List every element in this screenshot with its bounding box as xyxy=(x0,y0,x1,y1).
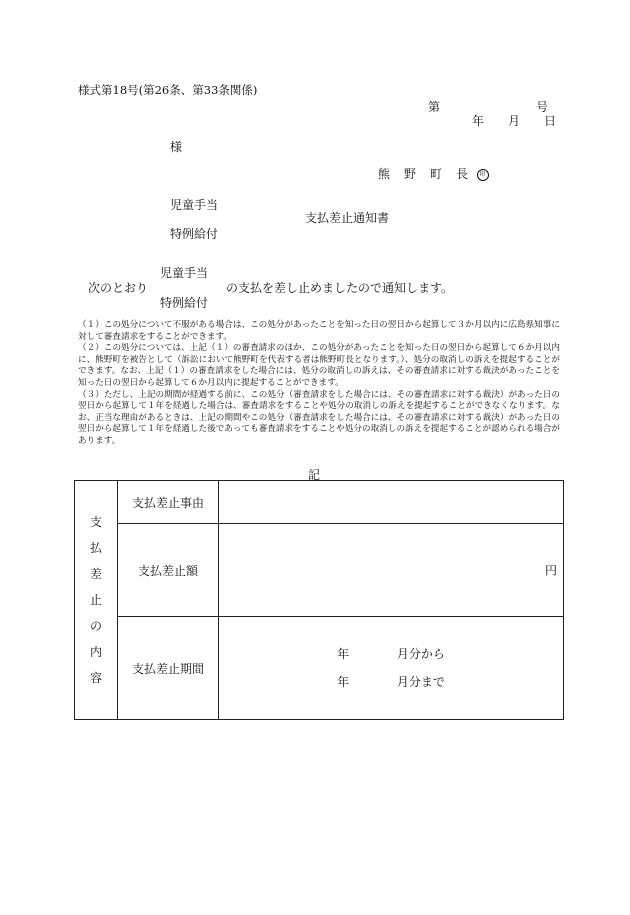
period-to xyxy=(219,668,563,696)
suspension-details-table xyxy=(74,480,564,720)
ki-heading: 記 xyxy=(308,468,321,482)
period-to-month: 月分まで xyxy=(396,675,445,689)
issuer-name: 熊 野 町 長 xyxy=(378,167,470,181)
yen-unit: 円 xyxy=(544,563,557,578)
body-prefix: 次のとおり xyxy=(88,281,149,295)
reason-label: 支払差止事由 xyxy=(118,481,219,524)
title-line-3: 特例給付 xyxy=(170,227,219,241)
period-to-year: 年 xyxy=(337,675,350,689)
title-line-1: 児童手当 xyxy=(170,198,219,212)
body-suffix: の支払を差し止めましたので通知します。 xyxy=(226,281,454,295)
period-label: 支払差止期間 xyxy=(118,617,219,720)
document-date: 年 月 日 xyxy=(472,114,557,128)
period-from-year: 年 xyxy=(337,647,350,661)
issuer-line xyxy=(378,165,489,182)
note-3: （３）ただし、上記の期間が経過する前に、この処分（審査請求をした場合には、その審査請求に対する裁決）があった日の翌日から起算して１年を経過した場合は、審査請求をすることや処分の取消しの訴えを提起することができなくなります。なお、正当な理由があるときは、上記の期間やこの処分（審査請求をした場合には、その審査請求に対する裁決）があった日の翌日から起算して１年を経過した後であっても審査請求をすることや処分の取消しの訴えを提起することが認められる場合があります。 xyxy=(78,389,560,446)
side-char: 内 xyxy=(89,645,102,659)
note-1: （１）この処分について不服がある場合は、この処分があったことを知った日の翌日から起算して３か月以内に広島県知事に対して審査請求をすることができます。 xyxy=(78,320,560,342)
appeal-notes xyxy=(78,320,560,448)
reason-value[interactable] xyxy=(219,481,564,524)
side-heading xyxy=(75,481,118,720)
form-number: 様式第18号(第26条、第33条関係) xyxy=(78,83,258,97)
side-char: 払 xyxy=(89,541,102,555)
side-char: の xyxy=(89,619,102,633)
amount-value[interactable] xyxy=(219,524,564,617)
document-number: 第 号 xyxy=(428,100,549,114)
seal-mark: 印 xyxy=(477,169,489,181)
period-value[interactable] xyxy=(219,617,564,720)
side-char: 容 xyxy=(89,671,102,685)
body-option-top: 児童手当 xyxy=(160,266,209,280)
body-option-bottom: 特例給付 xyxy=(160,296,209,310)
side-char: 支 xyxy=(89,515,102,529)
period-from xyxy=(219,640,563,668)
amount-label: 支払差止額 xyxy=(118,524,219,617)
document-title: 支払差止通知書 xyxy=(305,211,390,225)
side-char: 差 xyxy=(89,567,102,581)
addressee-honorific: 様 xyxy=(170,140,183,154)
note-2: （２）この処分については、上記（１）の審査請求のほか、この処分があったことを知った日の翌日から起算して６か月以内に、熊野町を被告として（訴訟において熊野町を代表する者は熊野町長となります。）、処分の取消しの訴えを提起することができます。なお、上記（１）の審査請求をした場合には、処分の取消しの訴えは、その審査請求に対する裁決があったことを知った日の翌日から起算して６か月以内に提起することができます。 xyxy=(78,343,560,388)
side-char: 止 xyxy=(89,593,102,607)
period-from-month: 月分から xyxy=(396,647,445,661)
